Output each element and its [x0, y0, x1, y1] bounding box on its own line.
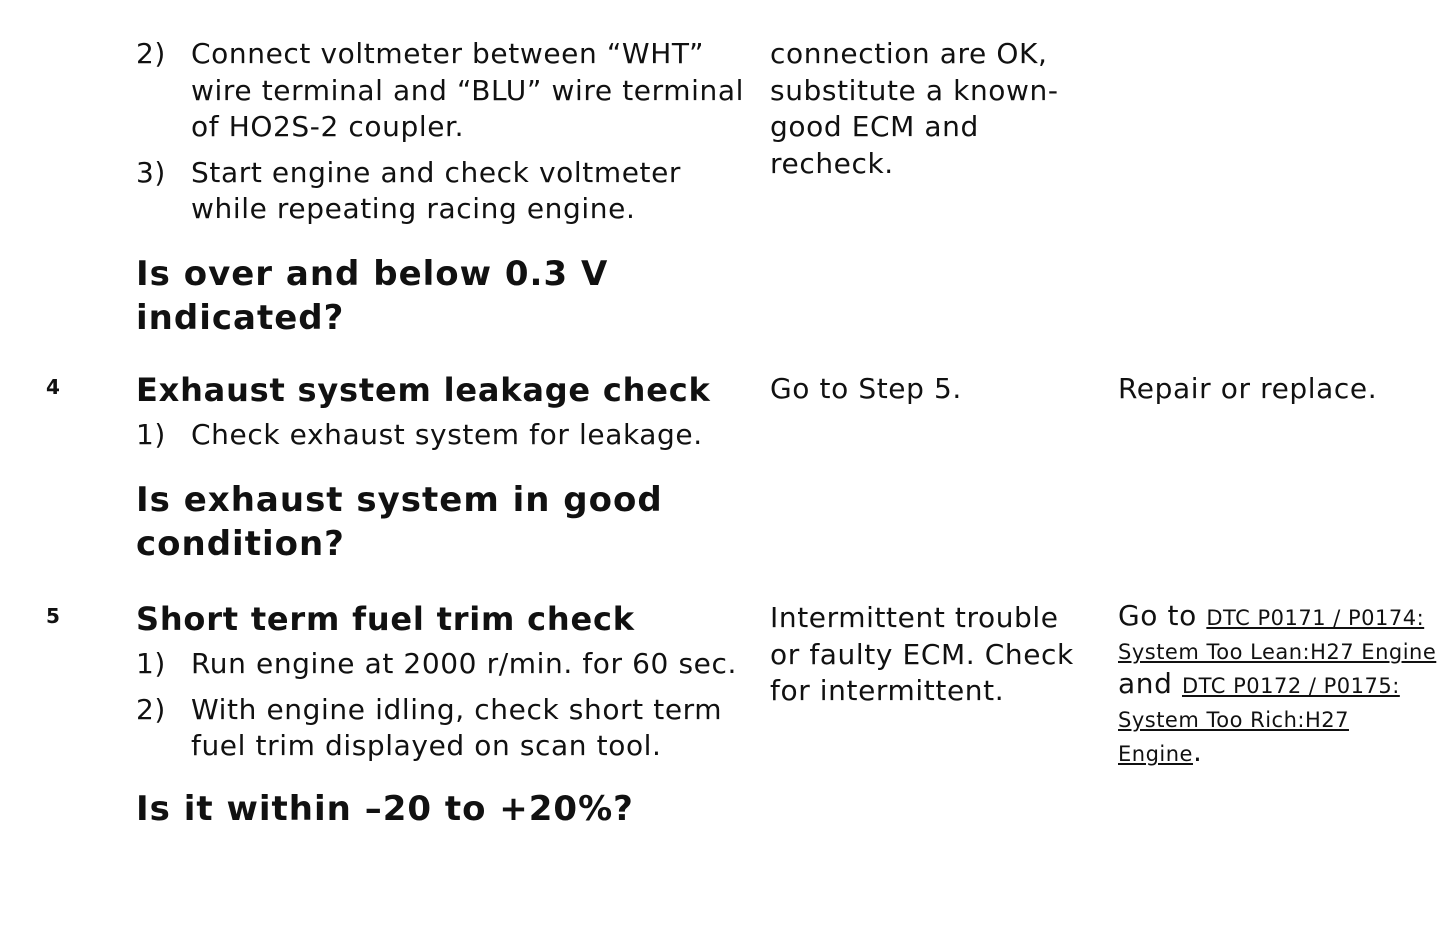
dtc-p0172-link[interactable]: DTC P0172 / P0175: System Too Rich:H27 Engine	[1118, 674, 1400, 766]
no-cell	[1118, 371, 1438, 408]
step-heading: Short term fuel trim check	[136, 600, 635, 638]
step-number: 4	[46, 375, 60, 399]
no-cell	[1118, 600, 1438, 770]
list-item-text: Connect voltmeter between “WHT” wire terminal and “BLU” wire terminal of HO2S-2 coupler.	[191, 37, 744, 143]
yes-text: connection are OK, substitute a known-good ECM and recheck.	[770, 37, 1059, 180]
list-item-number: 2)	[136, 37, 166, 70]
list-item	[136, 155, 746, 228]
dtc-p0171-link[interactable]: DTC P0171 / P0174: System Too Lean:H27 Engine	[1118, 606, 1437, 664]
step-heading: Exhaust system leakage check	[136, 371, 711, 409]
list-item-number: 2)	[136, 692, 166, 726]
list-item-number: 1)	[136, 418, 166, 451]
list-item	[136, 417, 746, 454]
list-item-text: Start engine and check voltmeter while repeating racing engine.	[191, 155, 682, 225]
list-item	[136, 692, 746, 765]
question-text: Is exhaust system in good condition?	[136, 479, 663, 564]
yes-cell	[770, 600, 1090, 710]
no-text: Repair or replace.	[1118, 372, 1378, 405]
list-item	[136, 36, 746, 146]
action-list	[136, 417, 746, 454]
list-item-text: Check exhaust system for leakage.	[191, 418, 703, 451]
question-text: Is over and below 0.3 V indicated?	[136, 253, 609, 338]
list-item	[136, 646, 746, 683]
list-item-number: 3)	[136, 155, 166, 189]
question-text: Is it within –20 to +20%?	[136, 788, 634, 829]
action-list	[136, 36, 746, 228]
yes-cell	[770, 371, 1090, 408]
action-cell	[136, 600, 746, 831]
no-prefix: Go to	[1118, 599, 1197, 632]
list-item-text: With engine idling, check short term fuel trim displayed on scan tool.	[191, 692, 723, 762]
no-and: and	[1118, 667, 1173, 700]
action-cell	[136, 371, 746, 566]
yes-text: Intermittent trouble or faulty ECM. Check for intermittent	[770, 601, 1074, 707]
list-item-number: 1)	[136, 647, 166, 680]
action-list	[136, 646, 746, 765]
yes-cell	[770, 36, 1090, 182]
list-item-text: Run engine at 2000 r/min. for 60 sec.	[191, 647, 737, 680]
yes-period: .	[994, 674, 1005, 707]
yes-text: Go to Step 5.	[770, 372, 962, 405]
step-number: 5	[46, 604, 60, 628]
no-suffix: .	[1192, 735, 1203, 768]
action-cell	[136, 36, 746, 340]
